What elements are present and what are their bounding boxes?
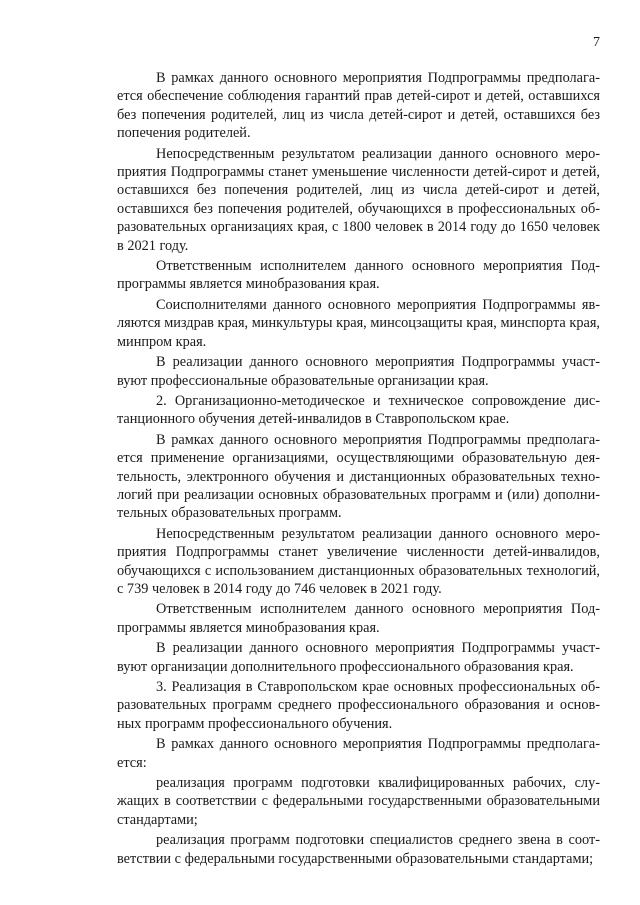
paragraph: Непосредственным результатом реализации данного основного мероприятия Подпрограммы станет увеличение численности детей-инвалидов, обучающихся с использованием дистанционных образовательных технологий, с 739 человек в 2014 году до 746 человек в 2021 году. bbox=[117, 525, 600, 597]
paragraph: В реализации данного основного мероприятия Подпрограммы участвуют профессиональные образовательные организации края. bbox=[117, 354, 600, 389]
paragraph: Ответственным исполнителем данного основного мероприятия Подпрограммы является минобразования края. bbox=[117, 258, 600, 293]
list-item-paragraph: реализация программ подготовки специалистов среднего звена в соответствии с федеральными государственными образовательными стандартами; bbox=[117, 832, 600, 867]
paragraph: В рамках данного основного мероприятия Подпрограммы предполагается обеспечение соблюдения гарантий прав детей-сирот и детей, оставшихся без попечения родителей, лиц из числа детей-сирот и детей, оставшихся без попечения родителей. bbox=[117, 70, 600, 142]
paragraph: Соисполнителями данного основного мероприятия Подпрограммы являются миздрав края, минкультуры края, минсоцзащиты края, минспорта края, минпром края. bbox=[117, 296, 600, 350]
section-heading-paragraph: 2. Организационно-методическое и техническое сопровождение дистанционного обучения детей-инвалидов в Ставропольском крае. bbox=[117, 392, 600, 428]
list-item-paragraph: реализация программ подготовки квалифицированных рабочих, служащих в соответствии с федеральными государственными образовательными стандартами; bbox=[117, 775, 600, 828]
document-body bbox=[117, 69, 600, 870]
paragraph: Ответственным исполнителем данного основного мероприятия Подпрограммы является минобразования края. bbox=[117, 601, 600, 636]
page-number: 7 bbox=[593, 35, 600, 50]
paragraph: В реализации данного основного мероприятия Подпрограммы участвуют организации дополнительного профессионального образования края. bbox=[117, 640, 600, 675]
paragraph: В рамках данного основного мероприятия Подпрограммы предполагается: bbox=[117, 736, 600, 771]
section-heading-paragraph: 3. Реализация в Ставропольском крае основных профессиональных образовательных программ среднего профессионального образования и основных программ профессионального обучения. bbox=[117, 679, 600, 732]
paragraph: В рамках данного основного мероприятия Подпрограммы предполагается применение организациями, осуществляющими образовательную деятельность, электронного обучения и дистанционных образовательных технологий при реализации основных образовательных программ и (или) дополнительных образовательных программ. bbox=[117, 431, 600, 522]
paragraph: Непосредственным результатом реализации данного основного мероприятия Подпрограммы станет уменьшение численности детей-сирот и детей, оставшихся без попечения родителей, лиц из числа детей-сирот и детей, оставшихся без попечения родителей, обучающихся в профессиональных образовательных организациях края, с 1800 человек в 2014 году до 1650 человек в 2021 году. bbox=[117, 145, 600, 254]
